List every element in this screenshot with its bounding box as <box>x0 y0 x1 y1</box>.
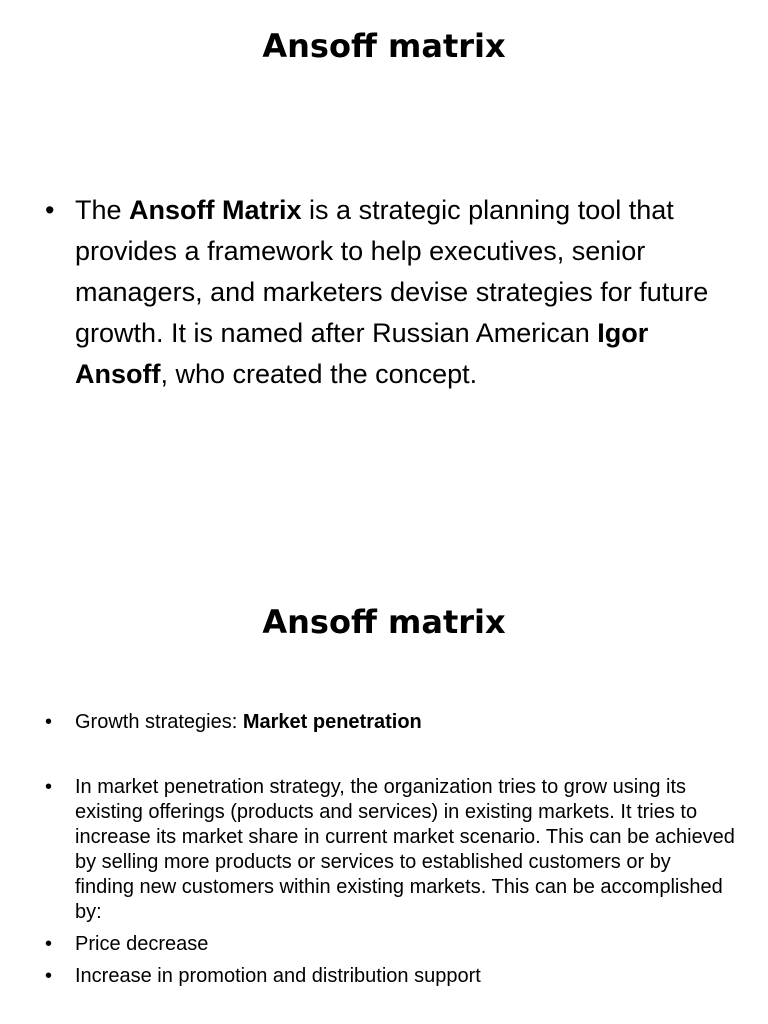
slide-1-bullet-list <box>45 190 735 395</box>
slide-2 <box>0 576 768 1024</box>
promotion-distribution-text: Increase in promotion and distribution support <box>75 965 481 987</box>
igor-ansoff-name: Igor Ansoff <box>75 318 649 389</box>
definition-text-3: , who created the concept. <box>160 359 478 389</box>
definition-text-2: is a strategic planning tool that provides a framework to help executives, senior managers, and marketers devise strategies for future growth. It is named after Russian American <box>75 195 709 348</box>
bullet-icon: • <box>45 965 53 987</box>
bullet-price-decrease <box>45 932 735 957</box>
bullet-icon: • <box>45 711 53 733</box>
bullet-icon: • <box>45 776 53 798</box>
market-penetration-term: Market penetration <box>242 711 422 733</box>
price-decrease-text: Price decrease <box>75 933 209 955</box>
bullet-market-penetration-description <box>45 775 735 925</box>
slide-2-bullet-list <box>45 710 735 989</box>
growth-strategies-label: Growth strategies: <box>75 711 243 733</box>
bullet-icon: • <box>45 933 53 955</box>
slide-1-bullet-definition <box>45 190 735 395</box>
market-penetration-description: In market penetration strategy, the organization tries to grow using its existing offerings (products and services) in existing markets. It tries to increase its market share in current market scenario. This can be achieved by selling more products or services to established customers or by finding new customers within existing markets. This can be accomplished by: <box>75 776 735 923</box>
slide-2-title: Ansoff matrix <box>262 603 506 641</box>
bullet-icon: • <box>45 195 55 225</box>
definition-text-1: The <box>75 195 130 225</box>
slide-1-title: Ansoff matrix <box>262 27 506 65</box>
ansoff-matrix-term: Ansoff Matrix <box>129 195 302 225</box>
bullet-growth-strategies <box>45 710 735 735</box>
bullet-promotion-distribution <box>45 964 735 989</box>
